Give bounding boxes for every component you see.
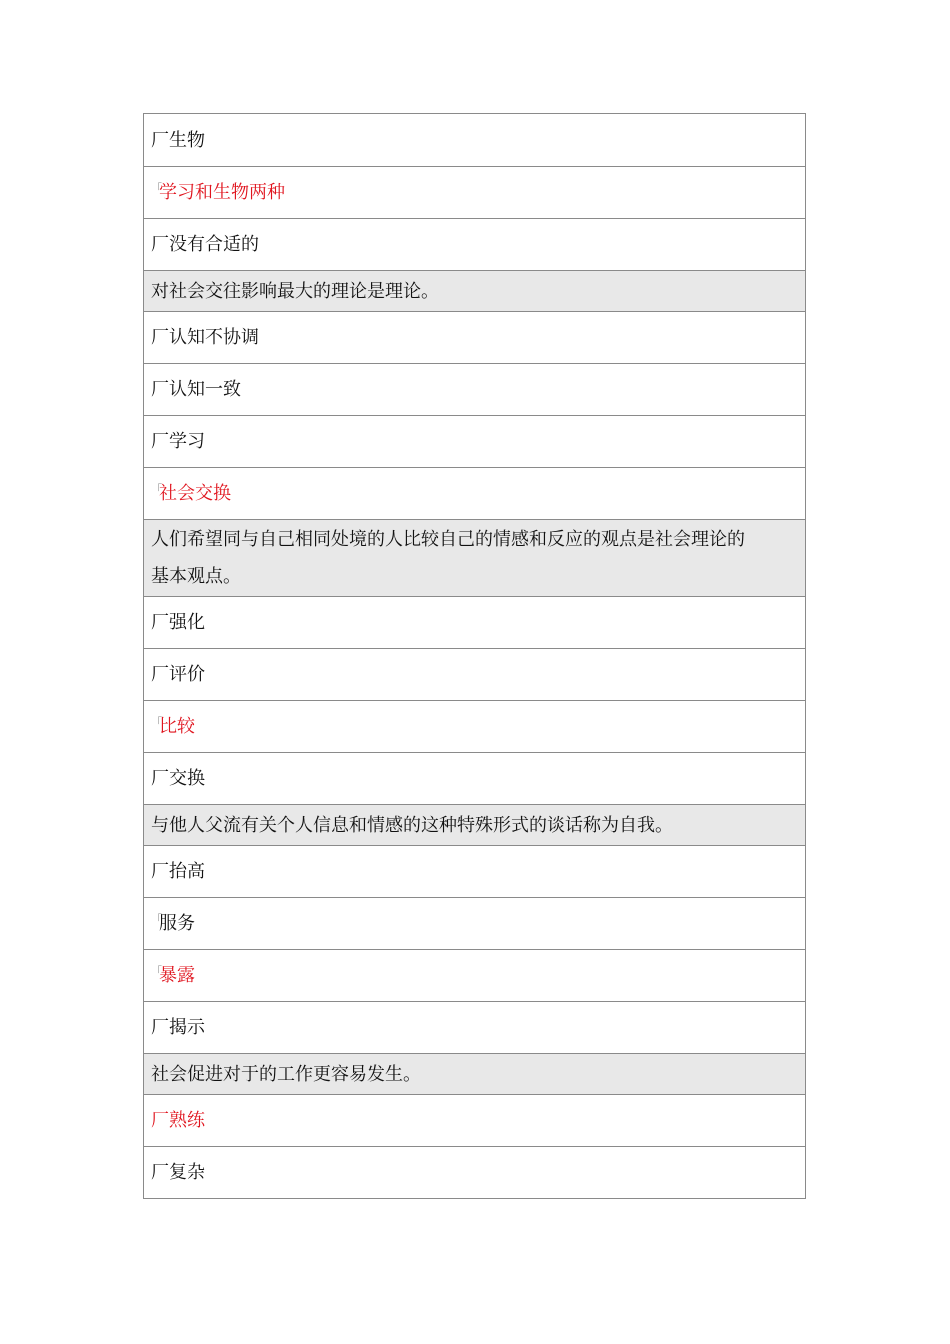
option-text: 厂交换 xyxy=(151,768,205,789)
option-row[interactable] xyxy=(144,218,805,270)
option-row[interactable] xyxy=(144,596,805,648)
radio-icon: 「 xyxy=(151,482,162,496)
option-text: 社会交换 xyxy=(159,483,231,504)
radio-icon: 「 xyxy=(151,912,162,926)
radio-icon: 「 xyxy=(151,715,162,729)
quiz-table xyxy=(143,113,806,1199)
option-row[interactable] xyxy=(144,949,805,1001)
option-row[interactable] xyxy=(144,1094,805,1146)
question-row xyxy=(144,270,805,311)
radio-icon: 「 xyxy=(151,181,162,195)
question-row xyxy=(144,1053,805,1094)
option-text: 暴露 xyxy=(159,965,195,986)
option-text: 厂评价 xyxy=(151,664,205,685)
option-text: 厂强化 xyxy=(151,612,205,633)
option-row[interactable] xyxy=(144,363,805,415)
question-text: 人们希望同与自己相同处境的人比较自己的情感和反应的观点是社会理论的基本观点。 xyxy=(151,529,745,587)
option-text: 厂熟练 xyxy=(151,1110,205,1131)
option-row[interactable] xyxy=(144,415,805,467)
option-text: 厂学习 xyxy=(151,431,205,452)
option-text: 厂没有合适的 xyxy=(151,234,259,255)
option-row[interactable] xyxy=(144,700,805,752)
option-row[interactable] xyxy=(144,311,805,363)
option-text: 厂认知不协调 xyxy=(151,327,259,348)
option-row[interactable] xyxy=(144,467,805,519)
question-text: 与他人父流有关个人信息和情感的这种特殊形式的谈话称为自我。 xyxy=(151,814,673,836)
option-text: 厂复杂 xyxy=(151,1162,205,1183)
option-text: 厂生物 xyxy=(151,129,205,151)
option-text: 厂认知一致 xyxy=(151,379,241,400)
option-text: 学习和生物两种 xyxy=(159,182,285,203)
option-row[interactable] xyxy=(144,1146,805,1198)
option-row[interactable] xyxy=(144,114,805,166)
question-row xyxy=(144,804,805,845)
option-row[interactable] xyxy=(144,1001,805,1053)
option-row[interactable] xyxy=(144,648,805,700)
option-text: 服务 xyxy=(159,913,195,934)
question-row xyxy=(144,519,805,596)
option-text: 厂揭示 xyxy=(151,1017,205,1038)
option-text: 比较 xyxy=(159,716,195,737)
option-row[interactable] xyxy=(144,845,805,897)
option-row[interactable] xyxy=(144,897,805,949)
question-text: 社会促进对于的工作更容易发生。 xyxy=(151,1063,421,1085)
option-row[interactable] xyxy=(144,752,805,804)
option-row[interactable] xyxy=(144,166,805,218)
radio-icon: 「 xyxy=(151,964,162,978)
question-text: 对社会交往影响最大的理论是理论。 xyxy=(151,280,439,302)
option-text: 厂抬高 xyxy=(151,861,205,882)
